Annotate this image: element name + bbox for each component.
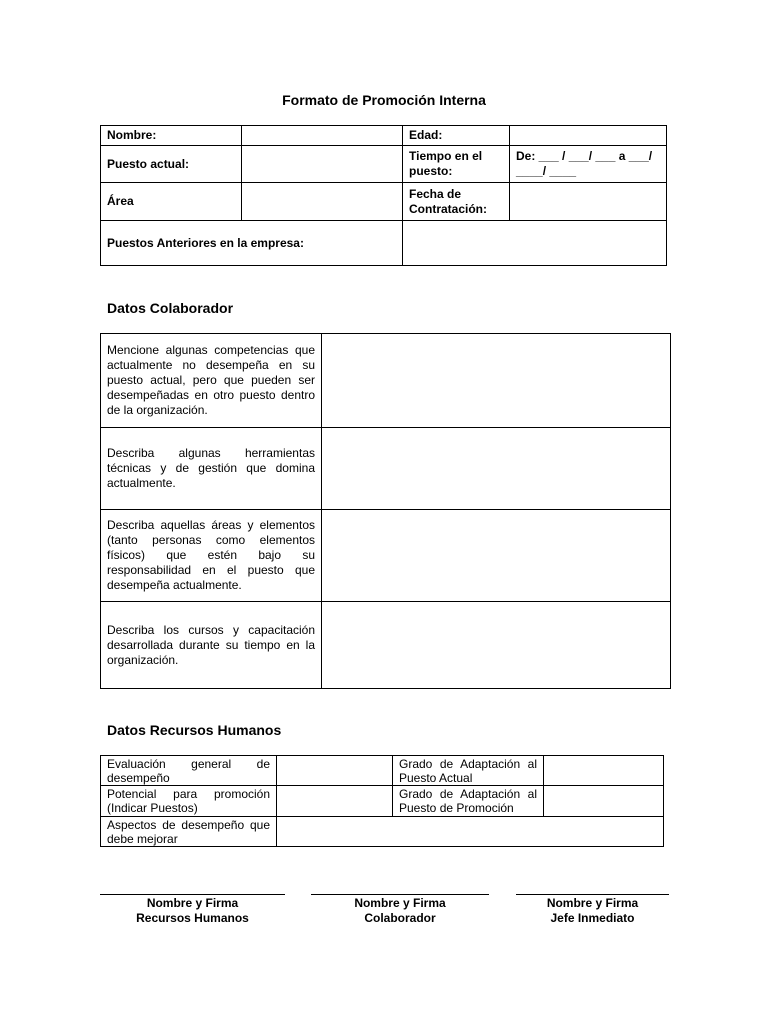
signature-line — [100, 894, 285, 895]
signature-label: Nombre y Firma — [146, 896, 239, 910]
grado-actual-field[interactable] — [544, 756, 664, 786]
answer-responsabilidades[interactable] — [322, 510, 671, 602]
nombre-label: Nombre: — [101, 126, 242, 146]
signature-role: Colaborador — [364, 911, 436, 925]
aspectos-label: Aspectos de desempeño que debe mejorar — [101, 817, 277, 847]
anteriores-field[interactable] — [403, 221, 667, 266]
signature-colaborador[interactable] — [311, 894, 489, 926]
answer-herramientas[interactable] — [322, 428, 671, 510]
answer-cursos[interactable] — [322, 602, 671, 689]
signature-line — [311, 894, 489, 895]
puesto-label: Puesto actual: — [101, 146, 242, 183]
area-label: Área — [101, 183, 242, 221]
edad-field[interactable] — [510, 126, 667, 146]
question-cursos: Describa los cursos y capacitación desarrollada durante su tiempo en la organización. — [101, 602, 322, 689]
fecha-label: Fecha de Contratación: — [403, 183, 510, 221]
signature-label: Nombre y Firma — [354, 896, 446, 910]
rrhh-table — [100, 755, 664, 847]
grado-promocion-field[interactable] — [544, 786, 664, 817]
question-responsabilidades: Describa aquellas áreas y elementos (tanto personas como elementos físicos) que estén bajo su responsabilidad en el puesto que desempeña actualmente. — [101, 510, 322, 602]
fecha-field[interactable] — [510, 183, 667, 221]
signature-line — [516, 894, 669, 895]
answer-competencias[interactable] — [322, 334, 671, 428]
grado-actual-label: Grado de Adaptación al Puesto Actual — [393, 756, 544, 786]
tiempo-field[interactable] — [510, 146, 667, 183]
signature-role: Jefe Inmediato — [550, 911, 635, 925]
evaluacion-field[interactable] — [277, 756, 393, 786]
aspectos-field[interactable] — [277, 817, 664, 847]
signature-jefe[interactable] — [516, 894, 669, 926]
colaborador-table — [100, 333, 671, 689]
page-title: Formato de Promoción Interna — [282, 92, 486, 108]
nombre-field[interactable] — [242, 126, 403, 146]
area-field[interactable] — [242, 183, 403, 221]
question-competencias: Mencione algunas competencias que actualmente no desempeña en su puesto actual, pero que pueden ser desempeñadas en otro puesto dentro de la organización. — [101, 334, 322, 428]
rrhh-heading: Datos Recursos Humanos — [107, 722, 282, 738]
question-herramientas: Describa algunas herramientas técnicas y de gestión que domina actualmente. — [101, 428, 322, 510]
signature-label: Nombre y Firma — [546, 896, 639, 910]
grado-promocion-label: Grado de Adaptación al Puesto de Promoción — [393, 786, 544, 817]
evaluacion-label: Evaluación general de desempeño — [101, 756, 277, 786]
tiempo-label: Tiempo en el puesto: — [403, 146, 510, 183]
tiempo-value-line1: De: ___ / ___/ ___ a ___/ — [516, 149, 653, 163]
potencial-field[interactable] — [277, 786, 393, 817]
potencial-label: Potencial para promoción (Indicar Puestos) — [101, 786, 277, 817]
tiempo-value-line2: ____/ ____ — [516, 164, 577, 178]
puesto-field[interactable] — [242, 146, 403, 183]
signature-role: Recursos Humanos — [136, 911, 249, 925]
general-info-table — [100, 125, 667, 266]
colaborador-heading: Datos Colaborador — [107, 300, 234, 316]
signature-rrhh[interactable] — [100, 894, 285, 926]
edad-label: Edad: — [403, 126, 510, 146]
anteriores-label: Puestos Anteriores en la empresa: — [101, 221, 403, 266]
